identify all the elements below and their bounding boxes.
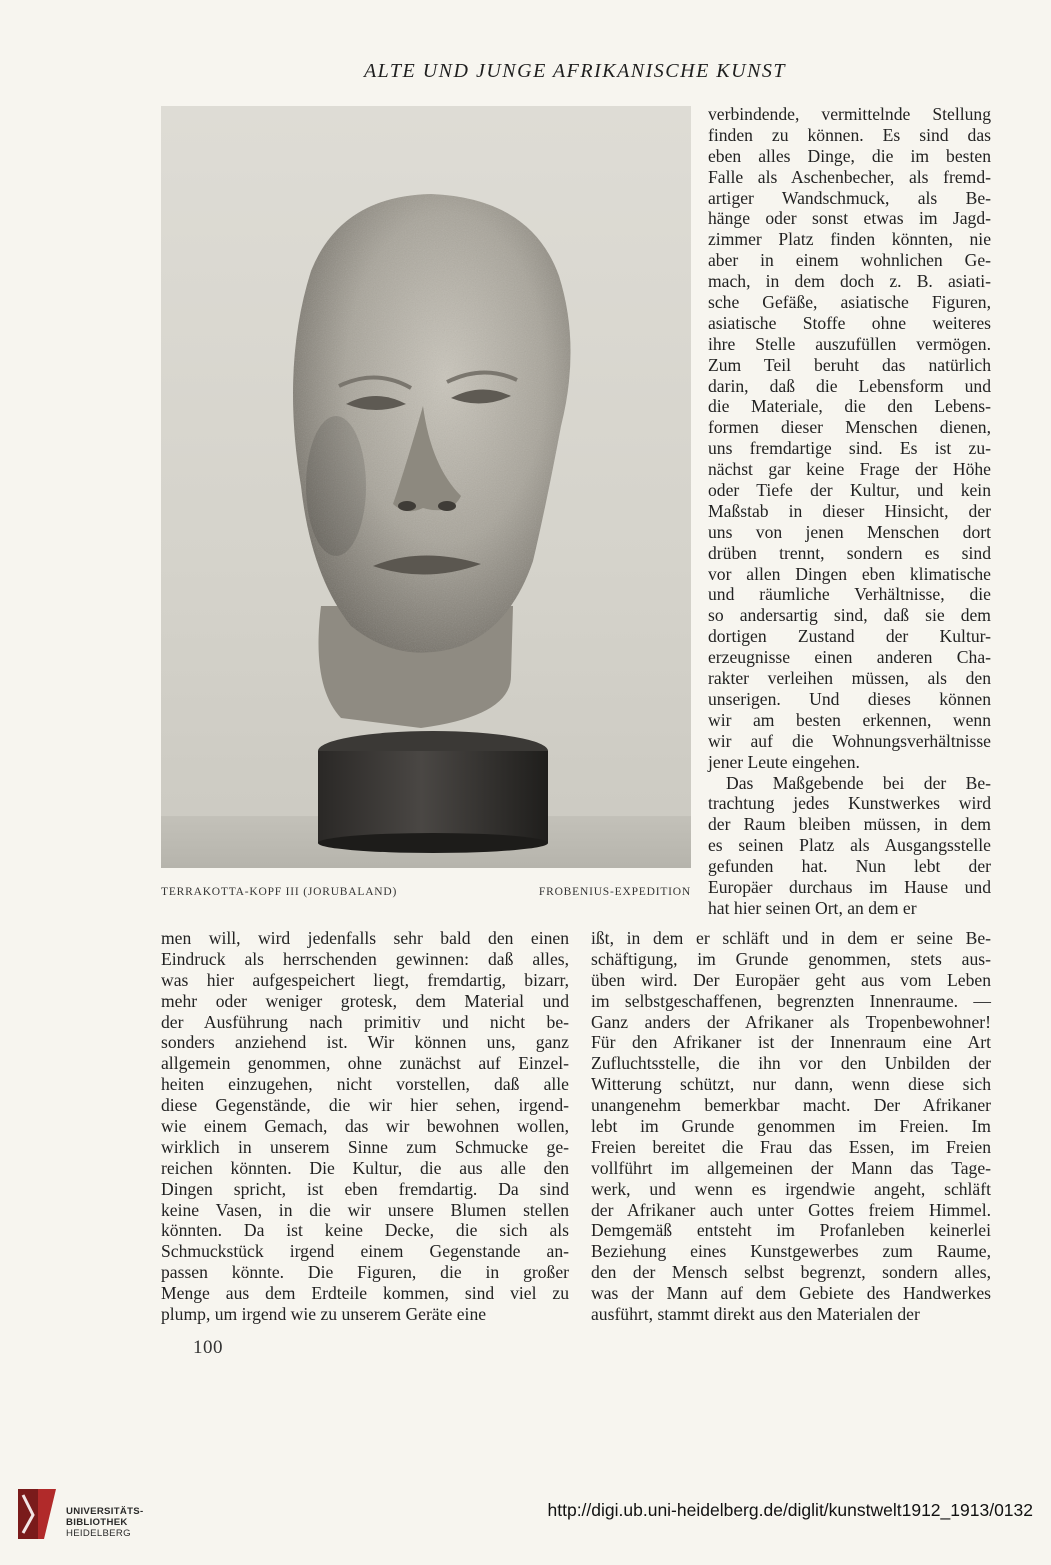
text-line: Menge aus dem Erdteile kommen, sind viel zu <box>161 1283 569 1304</box>
text-line: Europäer durchaus im Hause und <box>708 876 991 897</box>
sculpture-illustration <box>161 106 691 868</box>
text-line: passen könnte. Die Figuren, die in großer <box>161 1262 569 1283</box>
text-line: den der Mensch selbst begrenzt, sondern alles, <box>591 1262 991 1283</box>
text-line: unangenehm bemerkbar macht. Der Afrikaner <box>591 1095 991 1116</box>
text-line: vollführt im allgemeinen der Mann das Tage- <box>591 1157 991 1178</box>
text-line: Für den Afrikaner ist der Innenraum eine Art <box>591 1032 991 1053</box>
text-line: uns fremdartige sind. Es ist zu- <box>708 438 991 459</box>
text-line: asiatische Stoffe ohne weiteres <box>708 312 991 333</box>
text-line: finden zu können. Es sind das <box>708 124 991 145</box>
text-line: wir auf die Wohnungsverhältnisse <box>708 730 991 751</box>
library-emblem-icon <box>14 1485 58 1543</box>
text-line: nächst gar keine Frage der Höhe <box>708 459 991 480</box>
text-line: wie einem Gemach, das wir bewohnen wollen, <box>161 1116 569 1137</box>
running-header: ALTE UND JUNGE AFRIKANISCHE KUNST <box>363 60 787 82</box>
text-line: der Afrikaner auch unter Gottes freiem Himmel. <box>591 1199 991 1220</box>
text-line: Zum Teil beruht das natürlich <box>708 354 991 375</box>
text-line: ausführt, stammt direkt aus den Materialen der <box>591 1304 920 1325</box>
text-line: es seinen Platz als Ausgangsstelle <box>708 835 991 856</box>
text-line: der Ausführung nach primitiv und nicht be- <box>161 1011 569 1032</box>
text-line: drüben trennt, sondern es sind <box>708 542 991 563</box>
text-line: rakter verleihen müssen, als den <box>708 668 991 689</box>
text-line: sche Gefäße, asiatische Figuren, <box>708 292 991 313</box>
text-line: keine Vasen, in die wir unsere Blumen stellen <box>161 1199 569 1220</box>
text-line: jener Leute eingehen. <box>708 751 860 772</box>
text-line: so andersartig sind, daß sie dem <box>708 605 991 626</box>
text-line: plump, um irgend wie zu unserem Geräte eine <box>161 1304 487 1325</box>
text-line: men will, wird jedenfalls sehr bald den einen <box>161 928 569 948</box>
text-line: eben alles Dinge, die im besten <box>708 145 991 166</box>
pedestal-bottom <box>318 833 548 853</box>
library-name-line3: HEIDELBERG <box>66 1528 131 1539</box>
text-line: mehr oder weniger grotesk, dem Material und <box>161 990 569 1011</box>
text-line: mach, in dem doch z. B. asiati- <box>708 271 991 292</box>
text-line: werk, und wenn es irgendwie angeht, schläft <box>591 1178 991 1199</box>
text-column-left-bottom <box>161 928 569 1325</box>
text-line: Ganz anders der Afrikaner als Tropenbewohner! <box>591 1011 991 1032</box>
text-line: reichen könnten. Die Kultur, die aus alle den <box>161 1157 569 1178</box>
text-line: erzeugnisse einen anderen Cha- <box>708 647 991 668</box>
text-line: der Raum bleiben müssen, in dem <box>708 814 991 835</box>
text-line: wir am besten erkennen, wenn <box>708 709 991 730</box>
text-line: wirklich in unserem Sinne zum Schmucke ge- <box>161 1136 569 1157</box>
source-url[interactable]: http://digi.ub.uni-heidelberg.de/diglit/kunstwelt1912_1913/0132 <box>547 1500 1033 1520</box>
text-line: dortigen Zustand der Kultur- <box>708 626 991 647</box>
text-line: Das Maßgebende bei der Be- <box>726 772 991 793</box>
text-line: lebt im Grunde genommen im Freien. Im <box>591 1116 991 1137</box>
caption-title: TERRAKOTTA-KOPF III (JORUBALAND) <box>161 886 398 898</box>
text-line: Demgemäß entsteht im Profanleben keinerlei <box>591 1220 991 1241</box>
text-line: Zufluchtsstelle, die ihn vor den Unbilden der <box>591 1053 991 1074</box>
text-line: gefunden hat. Nun lebt der <box>708 856 991 877</box>
text-line: üben wird. Der Europäer geht aus vom Leben <box>591 969 991 990</box>
library-name-line1: UNIVERSITÄTS- <box>66 1506 144 1517</box>
text-line: aber in einem wohnlichen Ge- <box>708 250 991 271</box>
text-line: trachtung jedes Kunstwerkes wird <box>708 793 991 814</box>
text-line: die Materiale, die den Lebens- <box>708 396 991 417</box>
text-line: und räumliche Verhältnisse, die <box>708 584 991 605</box>
text-column-right-bottom <box>591 928 991 1325</box>
text-line: ißt, in dem er schläft und in dem er seine Be- <box>591 928 991 948</box>
text-line: Dingen spricht, ist eben fremdartig. Da sind <box>161 1178 569 1199</box>
text-line: formen dieser Menschen dienen, <box>708 417 991 438</box>
text-line: hänge oder sonst etwas im Jagd- <box>708 208 991 229</box>
text-line: heiten einzugehen, nicht vorstellen, daß alle <box>161 1074 569 1095</box>
text-line: Freien bereitet die Frau das Essen, im Freien <box>591 1136 991 1157</box>
text-line: könnten. Da ist keine Decke, die sich als <box>161 1220 569 1241</box>
text-line: Witterung schützt, nur dann, wenn diese sich <box>591 1074 991 1095</box>
text-line: Beziehung eines Kunstgewerbes zum Raume, <box>591 1241 991 1262</box>
text-line: sonders anziehend ist. Wir können uns, ganz <box>161 1032 569 1053</box>
text-line: allgemein genommen, ohne zunächst auf Einzel- <box>161 1053 569 1074</box>
text-line: Schmuckstück irgend einem Gegenstande an- <box>161 1241 569 1262</box>
pedestal-body <box>318 751 548 843</box>
text-line: hat hier seinen Ort, an dem er <box>708 897 917 918</box>
text-line: verbindende, vermittelnde Stellung <box>708 104 991 124</box>
text-line: ihre Stelle auszufüllen vermögen. <box>708 333 991 354</box>
text-line: vor allen Dingen eben klimatische <box>708 563 991 584</box>
text-column-right-top <box>708 104 991 919</box>
text-line: oder Tiefe der Kultur, und kein <box>708 480 991 501</box>
page-number: 100 <box>193 1337 223 1358</box>
text-line: was hier aufgespeichert liegt, fremdartig, bizarr, <box>161 969 569 990</box>
text-line: artiger Wandschmuck, als Be- <box>708 187 991 208</box>
library-logo <box>10 1483 144 1545</box>
text-line: Falle als Aschenbecher, als fremd- <box>708 166 991 187</box>
text-line: zimmer Platz finden könnten, nie <box>708 229 991 250</box>
text-line: schäftigung, im Grunde genommen, stets aus- <box>591 948 991 969</box>
text-line: uns von jenen Menschen dort <box>708 521 991 542</box>
text-line: darin, daß die Lebensform und <box>708 375 991 396</box>
text-line: Maßstab in dieser Hinsicht, der <box>708 500 991 521</box>
text-line: im selbstgeschaffenen, begrenzten Innenraume. — <box>591 990 991 1011</box>
text-line: unserigen. Und dieses können <box>708 688 991 709</box>
text-line: diese Gegenstände, die wir hier sehen, irgend- <box>161 1095 569 1116</box>
terracotta-head-photograph <box>161 106 691 868</box>
text-line: Eindruck als herrschenden gewinnen: daß alles, <box>161 948 569 969</box>
library-name-line2: BIBLIOTHEK <box>66 1517 128 1528</box>
caption-credit: FROBENIUS-EXPEDITION <box>538 886 691 898</box>
text-line: was der Mann auf dem Gebiete des Handwerkes <box>591 1283 991 1304</box>
